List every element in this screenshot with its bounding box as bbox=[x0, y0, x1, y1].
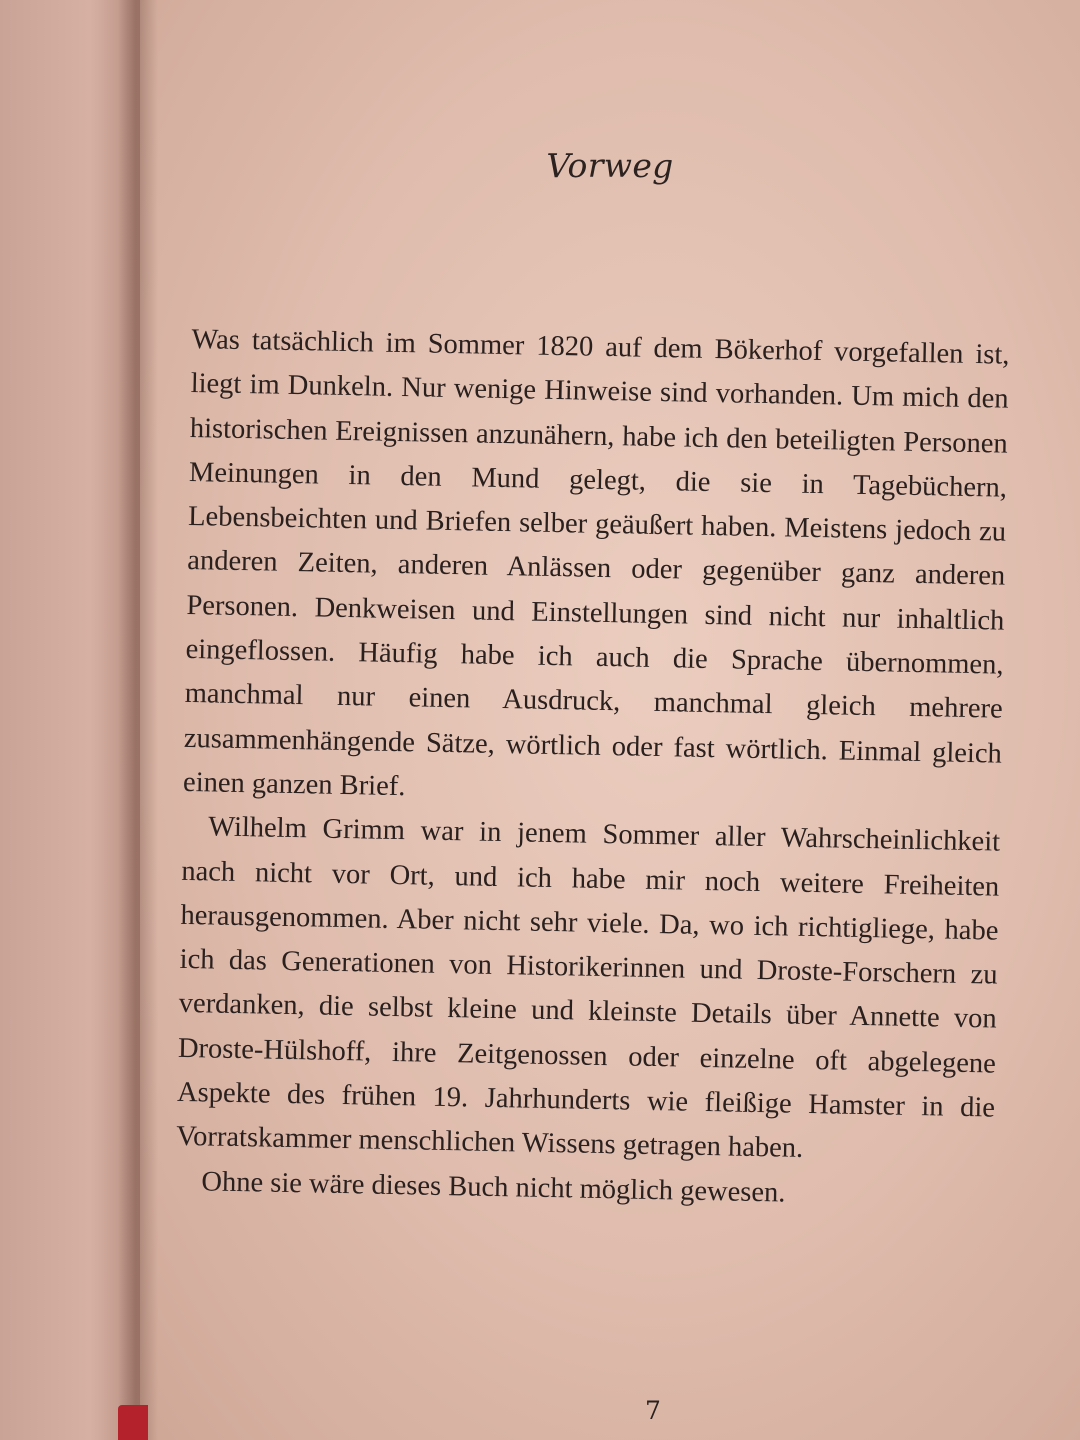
book-page bbox=[140, 0, 1080, 1440]
page-number: 7 bbox=[645, 1396, 661, 1425]
red-corner-mark bbox=[118, 1405, 148, 1440]
paragraph-1: Was tatsächlich im Sommer 1820 auf dem Bökerhof vorgefallen ist, liegt im Dunkeln. Nur wenige Hinweise sind vorhanden. Um mich den historischen Ereignissen anzunähern, habe ich den beteiligten Personen Meinungen in den Mund gelegt, die sie in Tagebüchern, Lebensbeichten und Briefen selber geäußert haben. Meistens jedoch zu anderen Zeiten, anderen Anlässen oder gegenüber ganz anderen Personen. Denkweisen und Einstellungen sind nicht nur inhaltlich eingeflossen. Häufig habe ich auch die Sprache übernommen, manchmal nur einen Ausdruck, manchmal gleich mehrere zusammenhängende Sätze, wörtlich oder fast wörtlich. Einmal gleich einen ganzen Brief. bbox=[182, 323, 1010, 803]
paragraph-2: Wilhelm Grimm war in jenem Sommer aller Wahrscheinlichkeit nach nicht vor Ort, und ich habe mir noch weitere Freiheiten herausgenommen. Aber nicht sehr viele. Da, wo ich richtigliege, habe ich das Generationen von Historikerinnen und Droste-Forschern zu verdanken, die selbst kleine und kleinste Details über Annette von Droste-Hülshoff, ihre Zeitgenossen oder einzelne oft abgelegene Aspekte des frühen 19. Jahrhunderts wie fleißige Hamster in die Vorratskammer menschlichen Wissens getragen haben. bbox=[175, 811, 1001, 1165]
body-text bbox=[175, 318, 1010, 1219]
chapter-title: Vorweg bbox=[546, 146, 674, 185]
paragraph-3: Ohne sie wäre dieses Buch nicht möglich gewesen. bbox=[201, 1165, 786, 1209]
book-gutter-shadow bbox=[118, 0, 158, 1440]
